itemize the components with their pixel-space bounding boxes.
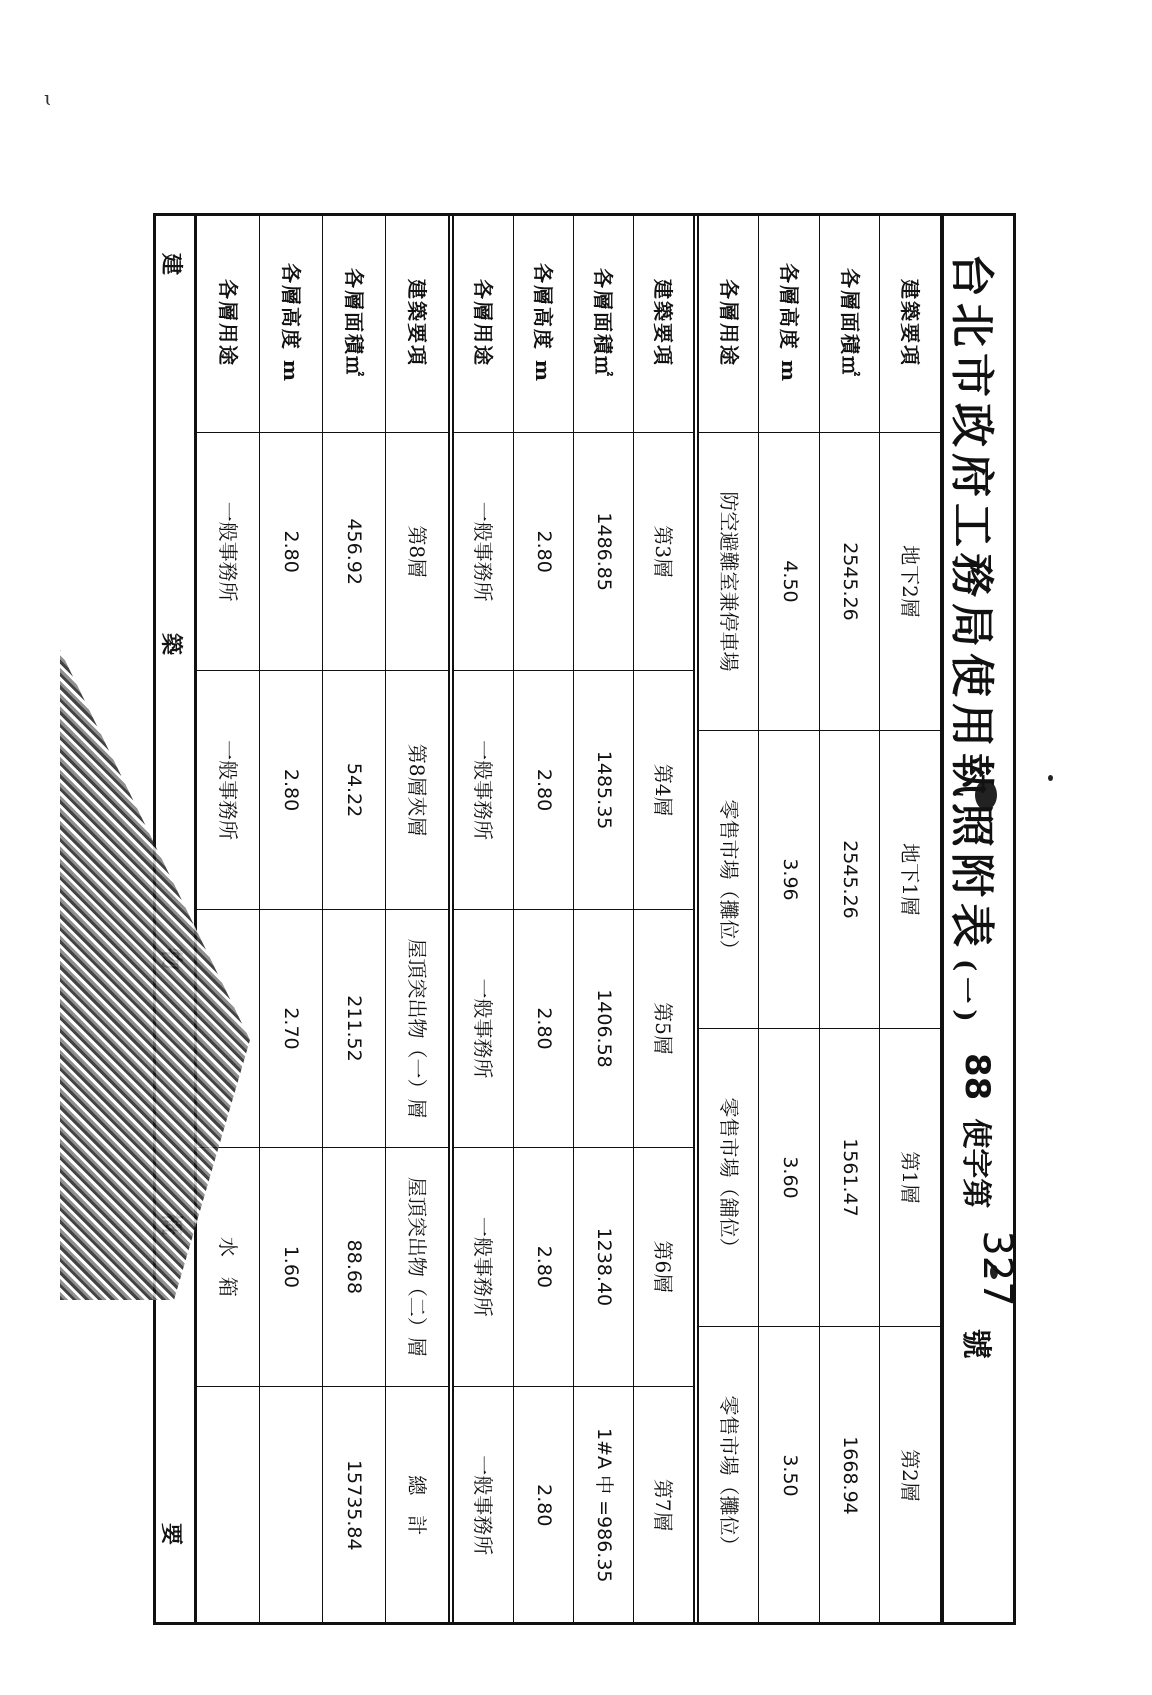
table-cell: 456.92 (323, 433, 386, 671)
table-row (574, 214, 634, 1625)
row-header: 各層面積㎡ (323, 214, 386, 433)
table-cell: 3.96 (759, 731, 820, 1029)
table-cell: 1406.58 (574, 909, 634, 1147)
table-row (386, 214, 449, 1625)
table-cell: 1668.94 (820, 1327, 881, 1625)
row-header: 各層高度 m (260, 214, 323, 433)
table-cell: 一般事務所 (454, 671, 514, 909)
title-text: 台北市政府工務局使用執照附表 (946, 253, 997, 953)
permit-year: 88 (957, 1053, 997, 1101)
row-header: 建築要項 (386, 214, 449, 433)
table-cell: 1485.35 (574, 671, 634, 909)
floor-block-1 (694, 213, 941, 1625)
margin-mark: ɩ (44, 86, 52, 110)
table-cell: 屋頂突出物（二）層 (386, 1148, 449, 1386)
table-cell: 一般事務所 (454, 1148, 514, 1386)
table-cell: 3.50 (759, 1327, 820, 1625)
table-cell: 一般事務所 (454, 1386, 514, 1624)
row-header: 各層面積㎡ (820, 214, 881, 433)
table-cell: 防空避難室兼停車場 (699, 433, 760, 731)
table-cell: 第7層 (634, 1386, 694, 1624)
table-cell: 第6層 (634, 1148, 694, 1386)
table-cell: 一般事務所 (197, 433, 260, 671)
section-label-char: 要 (158, 1523, 184, 1546)
table-cell: 1486.85 (574, 433, 634, 671)
table-cell: 88.68 (323, 1148, 386, 1386)
table-cell: 2.80 (514, 671, 574, 909)
table-cell: 水 箱 (197, 1148, 260, 1386)
table-cell: 2545.26 (820, 433, 881, 731)
row-header: 各層用途 (454, 214, 514, 433)
table-cell: 2.80 (514, 433, 574, 671)
table-row (323, 214, 386, 1625)
table-row (880, 214, 941, 1625)
row-header: 各層高度 m (759, 214, 820, 433)
table-cell (260, 1386, 323, 1624)
row-header: 建築要項 (880, 214, 941, 433)
table-cell: 第4層 (634, 671, 694, 909)
table-cell: 1238.40 (574, 1148, 634, 1386)
table-cell: 2.80 (514, 1148, 574, 1386)
title-suffix: (一) (950, 959, 980, 1028)
table-cell: 第5層 (634, 909, 694, 1147)
document-title (944, 253, 1008, 1028)
table-cell: 15735.84 (323, 1386, 386, 1624)
table-cell: 地下1層 (880, 731, 941, 1029)
table-cell: 一般事務所 (454, 909, 514, 1147)
table-row (260, 214, 323, 1625)
table-cell: 1.60 (260, 1148, 323, 1386)
table-cell: 211.52 (323, 909, 386, 1147)
table-cell: 第8層夾層 (386, 671, 449, 909)
row-header: 各層高度 m (514, 214, 574, 433)
table-area (153, 213, 941, 1625)
floor-block-2 (449, 213, 694, 1625)
permit-serial: 327 (974, 1230, 1020, 1307)
table-cell: 4.50 (759, 433, 820, 731)
table-cell: 第2層 (880, 1327, 941, 1625)
table-cell (197, 1386, 260, 1624)
table-cell: 零售市場（攤位） (699, 1327, 760, 1625)
table-cell: 第1層 (880, 1029, 941, 1327)
table-row (820, 214, 881, 1625)
permit-end: 號 (958, 1328, 993, 1359)
table-cell: 1561.47 (820, 1029, 881, 1327)
table-cell: 2.70 (260, 909, 323, 1147)
table-cell: 屋頂突出物（一）層 (386, 909, 449, 1147)
table-cell: 1#A 中 =986.35 (574, 1386, 634, 1624)
table-cell: 零售市場（舖位） (699, 1029, 760, 1327)
table-row (699, 214, 760, 1625)
table-cell: 2.80 (260, 671, 323, 909)
table-row (759, 214, 820, 1625)
row-header: 建築要項 (634, 214, 694, 433)
permit-number (956, 1053, 1020, 1359)
row-header: 各層面積㎡ (574, 214, 634, 433)
rotated-document (153, 213, 1020, 1625)
table-cell: 總 計 (386, 1386, 449, 1624)
table-cell: 2.80 (514, 909, 574, 1147)
table-row (454, 214, 514, 1625)
table-cell: 零售市場（攤位） (699, 731, 760, 1029)
section-label-char: 築 (158, 633, 184, 656)
title-strip (941, 213, 1020, 1625)
table-cell: 地下2層 (880, 433, 941, 731)
table-cell: 第3層 (634, 433, 694, 671)
row-header: 各層用途 (197, 214, 260, 433)
table-cell: 2545.26 (820, 731, 881, 1029)
permit-word: 使字第 (958, 1118, 993, 1209)
table-cell: 一般事務所 (197, 671, 260, 909)
table-cell: 3.60 (759, 1029, 820, 1327)
table-cell: 第8層 (386, 433, 449, 671)
section-label-char: 建 (158, 253, 184, 276)
ink-speck (1048, 775, 1053, 781)
table-cell: 54.22 (323, 671, 386, 909)
table-cell: 2.80 (260, 433, 323, 671)
table-cell: 2.80 (514, 1386, 574, 1624)
floor-block-3 (196, 213, 449, 1625)
table-row (514, 214, 574, 1625)
table-cell: 一般事務所 (454, 433, 514, 671)
table-row (634, 214, 694, 1625)
row-header: 各層用途 (699, 214, 760, 433)
table-row (197, 214, 260, 1625)
